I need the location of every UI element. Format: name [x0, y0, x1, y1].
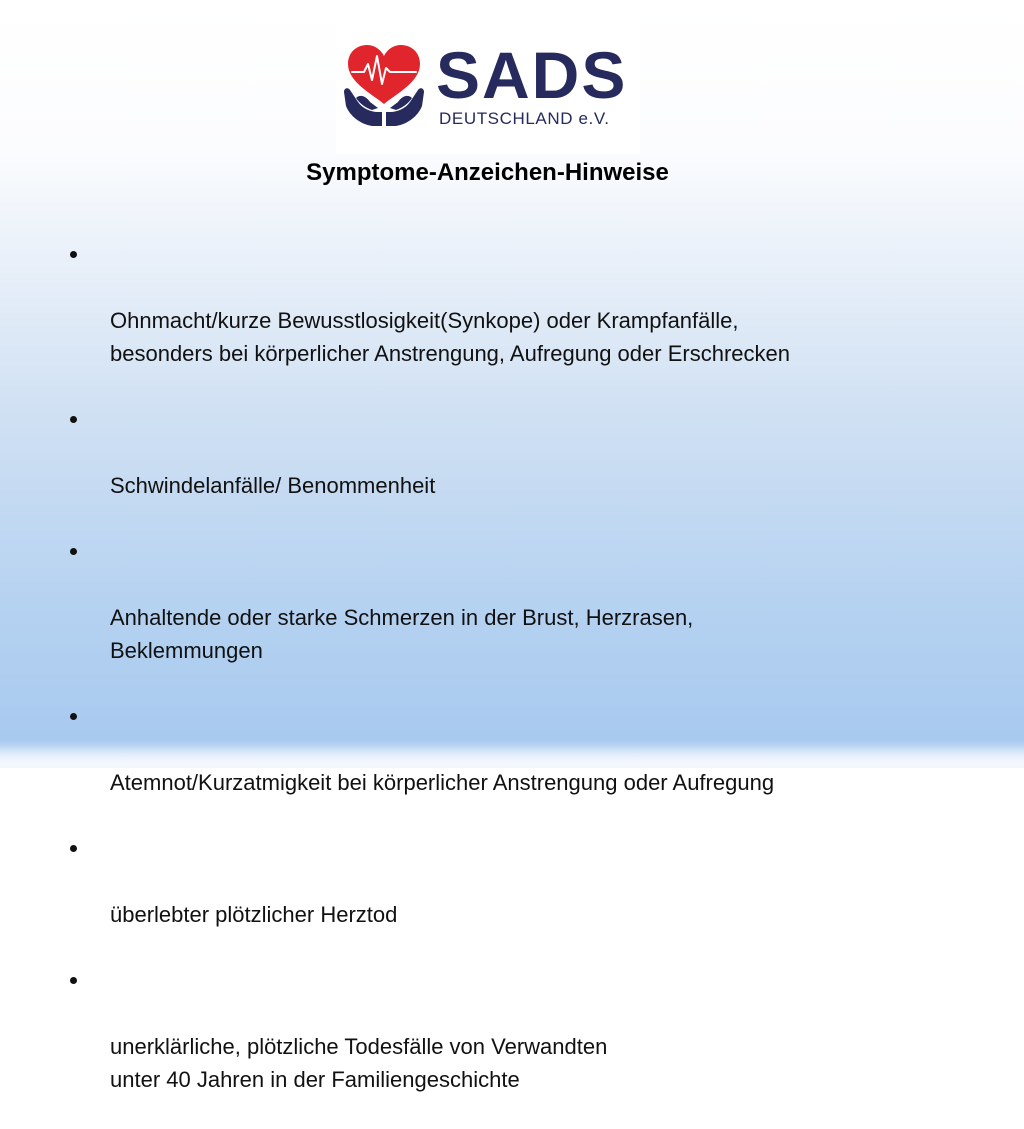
list-item: [70, 832, 970, 931]
list-item-text: Ohnmacht/kurze Bewusstlosigkeit(Synkope) oder Krampfanfälle, besonders bei körperlicher Anstrengung, Aufregung oder Erschrecken: [110, 308, 790, 366]
bullet-icon: [70, 977, 77, 984]
bullet-icon: [70, 548, 77, 555]
logo-subtitle: DEUTSCHLAND e.V.: [439, 109, 610, 128]
list-item: [70, 238, 970, 370]
symptom-list: [70, 238, 970, 1129]
heart-in-hands-icon: [342, 42, 426, 128]
sads-logo: [336, 14, 640, 154]
bullet-icon: [70, 845, 77, 852]
list-item: [70, 403, 970, 502]
bullet-icon: [70, 251, 77, 258]
bullet-icon: [70, 713, 77, 720]
logo-title: SADS: [436, 38, 628, 112]
list-item: [70, 964, 970, 1096]
list-item-text: Atemnot/Kurzatmigkeit bei körperlicher Anstrengung oder Aufregung: [110, 770, 775, 795]
list-item-text: unerklärliche, plötzliche Todesfälle von Verwandten unter 40 Jahren in der Familiengeschichte: [110, 1034, 608, 1092]
page-title: Symptome-Anzeichen-Hinweise: [306, 159, 669, 186]
list-item-text: Schwindelanfälle/ Benommenheit: [110, 473, 436, 498]
bottom-fade: [0, 746, 1024, 768]
list-item-text: überlebter plötzlicher Herztod: [110, 902, 398, 927]
bullet-icon: [70, 416, 77, 423]
list-item-text: Anhaltende oder starke Schmerzen in der Brust, Herzrasen, Beklemmungen: [110, 605, 694, 663]
list-item: [70, 535, 970, 667]
